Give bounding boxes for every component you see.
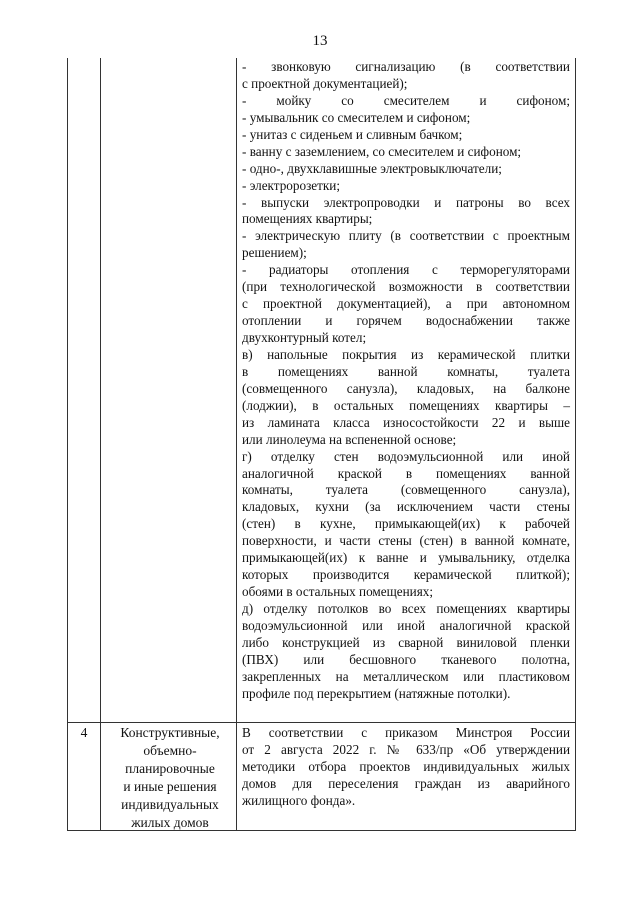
content-line: поверхности, и части стены (стен) в ванной комнате, bbox=[242, 533, 570, 549]
content-line: г) отделку стен водоэмульсионной или иной bbox=[242, 448, 570, 464]
content-line: - мойку со смесителем и сифоном; bbox=[242, 92, 570, 108]
content-line: - выпуски электропроводки и патроны во всех bbox=[242, 194, 570, 210]
content-line: помещениях квартиры; bbox=[242, 211, 373, 227]
continued-row-content bbox=[242, 59, 570, 703]
content-line: решением); bbox=[242, 245, 307, 261]
row-4-number: 4 bbox=[80, 725, 88, 740]
row-4-name-line: жилых домов bbox=[131, 815, 209, 830]
table-row-divider bbox=[67, 722, 576, 723]
table-border-col1 bbox=[100, 58, 101, 831]
table-border-left bbox=[67, 58, 68, 831]
row-4-content-line: методики отбора проектов индивидуальных жилых bbox=[242, 758, 570, 774]
content-line: (ПВХ) или бесшовного тканевого полотна, bbox=[242, 651, 570, 667]
content-line: в) напольные покрытия из керамической плитки bbox=[242, 346, 570, 362]
content-line: - унитаз с сиденьем и сливным бачком; bbox=[242, 126, 463, 142]
content-line: (при технологической возможности в соответствии bbox=[242, 279, 570, 295]
content-line: отоплении и горячем водоснабжении также bbox=[242, 313, 570, 329]
content-line: в помещениях ванной комнаты, туалета bbox=[242, 363, 570, 379]
content-line: с проектной документацией), а при автономном bbox=[242, 296, 570, 312]
content-line: обоями в остальных помещениях; bbox=[242, 584, 434, 600]
row-4-content-line: домов для переселения граждан из аварийного bbox=[242, 775, 570, 791]
row-4-name bbox=[106, 724, 234, 832]
table-border-col2 bbox=[236, 58, 237, 831]
content-line: с проектной документацией); bbox=[242, 75, 408, 91]
content-line: водоэмульсионной или иной аналогичной краской bbox=[242, 617, 570, 633]
content-line: (стен) в кухне, примыкающей(их) к рабочей bbox=[242, 516, 570, 532]
content-line: - электророзетки; bbox=[242, 177, 341, 193]
content-line: закрепленных на металлическом или пластиковом bbox=[242, 668, 570, 684]
content-line: которых производится керамической плиткой); bbox=[242, 567, 570, 583]
content-line: - одно-, двухклавишные электровыключатели; bbox=[242, 160, 502, 176]
content-line: - умывальник со смесителем и сифоном; bbox=[242, 109, 471, 125]
row-4-content bbox=[242, 725, 570, 810]
content-line: - звонковую сигнализацию (в соответствии bbox=[242, 59, 570, 74]
content-line: профиле под перекрытием (натяжные потолки). bbox=[242, 685, 511, 701]
content-line: (совмещенного санузла), кладовых, на балконе bbox=[242, 380, 570, 396]
content-line: аналогичной краской в помещениях ванной bbox=[242, 465, 570, 481]
page-number: 13 bbox=[312, 33, 328, 49]
row-4-name-line: и иные решения bbox=[123, 779, 217, 794]
row-4-name-line: объемно- bbox=[143, 743, 197, 758]
content-line: - электрическую плиту (в соответствии с проектным bbox=[242, 228, 570, 244]
content-line: комнаты, туалета (совмещенного санузла), bbox=[242, 482, 570, 498]
content-line: кладовых, кухни (за исключением части стены bbox=[242, 499, 570, 515]
row-4-name-line: планировочные bbox=[125, 761, 215, 776]
content-line: двухконтурный котел; bbox=[242, 330, 367, 345]
content-line: (лоджии), в остальных помещениях квартиры – bbox=[242, 397, 570, 413]
row-4-name-line: индивидуальных bbox=[121, 797, 219, 812]
row-4-content-line: от 2 августа 2022 г. № 633/пр «Об утверждении bbox=[242, 741, 570, 757]
content-line: либо конструкцией из сварной виниловой пленки bbox=[242, 634, 570, 650]
content-line: - радиаторы отопления с терморегуляторами bbox=[242, 262, 570, 278]
row-4-content-line: жилищного фонда». bbox=[242, 792, 356, 808]
content-line: - ванну с заземлением, со смесителем и сифоном; bbox=[242, 143, 522, 159]
content-line: из ламината класса износостойкости 22 и выше bbox=[242, 414, 570, 430]
row-4-name-line: Конструктивные, bbox=[120, 725, 220, 740]
content-line: д) отделку потолков во всех помещениях квартиры bbox=[242, 601, 570, 616]
row-4-content-line: В соответствии с приказом Минстроя России bbox=[242, 725, 570, 740]
table-border-right bbox=[575, 58, 576, 831]
content-line: или линолеума на вспененной основе; bbox=[242, 431, 457, 447]
content-line: примыкающей(их) к ванне и умывальнику, отделка bbox=[242, 550, 570, 566]
